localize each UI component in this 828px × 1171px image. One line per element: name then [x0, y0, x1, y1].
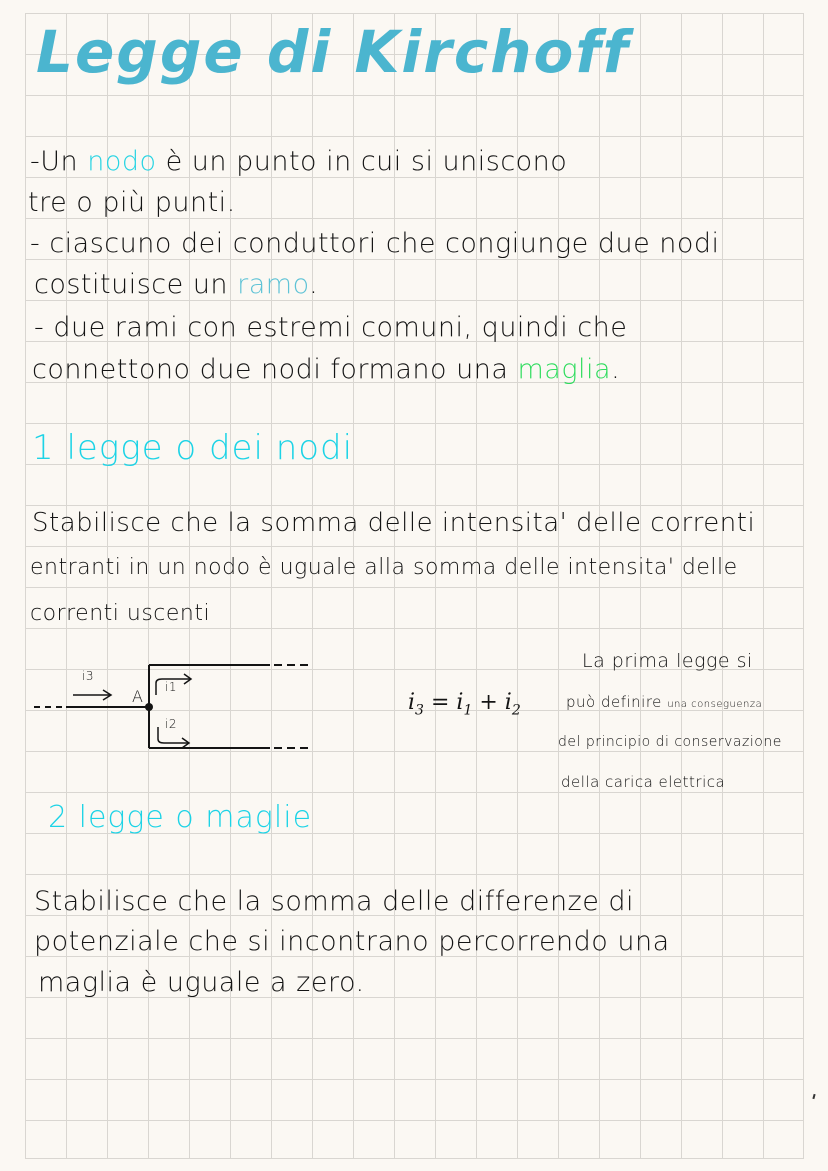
- term-ramo: ramo: [237, 269, 310, 300]
- law2-text-line-2: potenziale che si incontrano percorrendo una: [34, 926, 670, 957]
- law1-text-line-2: entranti in un nodo è uguale alla somma delle intensita' delle: [30, 555, 738, 580]
- term-maglia: maglia: [517, 354, 612, 385]
- intro-line-1: [30, 142, 567, 182]
- law2-text-line-3: maglia è uguale a zero.: [38, 967, 365, 998]
- intro-line-1-prefix: -Un: [30, 146, 88, 177]
- law1-heading: 1 legge o dei nodi: [32, 428, 354, 468]
- side-note-line-2-small: una conseguenza: [667, 699, 763, 710]
- formula-lhs-sub: 3: [415, 702, 424, 719]
- current-label-i2: i2: [165, 717, 177, 731]
- law2-heading: 2 legge o maglie: [48, 800, 313, 835]
- intro-line-4-suffix: .: [309, 269, 319, 300]
- formula-term-1-sub: 1: [463, 702, 473, 719]
- side-note-line-4: della carica elettrica: [561, 773, 726, 791]
- intro-line-6: [32, 350, 620, 390]
- formula-lhs: i: [408, 690, 416, 715]
- term-nodo: nodo: [87, 146, 157, 177]
- formula-eq: =: [423, 690, 457, 715]
- side-note-line-1: La prima legge si: [582, 650, 753, 672]
- kirchhoff-node-formula: [408, 690, 521, 718]
- side-note-line-2: [566, 693, 762, 711]
- page-title: Legge di Kirchoff: [36, 18, 630, 86]
- intro-line-5: - due rami con estremi comuni, quindi che: [34, 312, 628, 343]
- current-label-i1: i1: [165, 680, 177, 694]
- intro-line-2: tre o più punti.: [28, 187, 236, 218]
- intro-line-6-prefix: connettono due nodi formano una: [32, 354, 518, 385]
- law1-text-line-3: correnti uscenti: [30, 601, 211, 626]
- law1-text-line-1: Stabilisce che la somma delle intensita' delle correnti: [32, 508, 756, 538]
- intro-line-6-suffix: .: [611, 354, 621, 385]
- intro-line-3: - ciascuno dei conduttori che congiunge due nodi: [30, 228, 720, 259]
- node-circuit-diagram: [30, 655, 320, 755]
- formula-term-2: i: [504, 690, 512, 715]
- circuit-svg: [30, 655, 320, 755]
- side-note-line-2-main: può definire: [566, 693, 668, 711]
- formula-term-2-sub: 2: [511, 702, 521, 719]
- law2-text-line-1: Stabilisce che la somma delle differenze di: [34, 886, 635, 917]
- side-note-line-3: del principio di conservazione: [558, 734, 782, 750]
- current-label-i3: i3: [82, 669, 94, 683]
- formula-term-1: i: [456, 690, 464, 715]
- intro-line-4: [34, 265, 318, 305]
- node-label-a: A: [132, 687, 144, 706]
- formula-plus: +: [472, 690, 505, 715]
- stray-pen-mark: [812, 1094, 815, 1099]
- intro-line-4-prefix: costituisce un: [34, 269, 238, 300]
- intro-line-1-suffix: è un punto in cui si uniscono: [156, 146, 568, 177]
